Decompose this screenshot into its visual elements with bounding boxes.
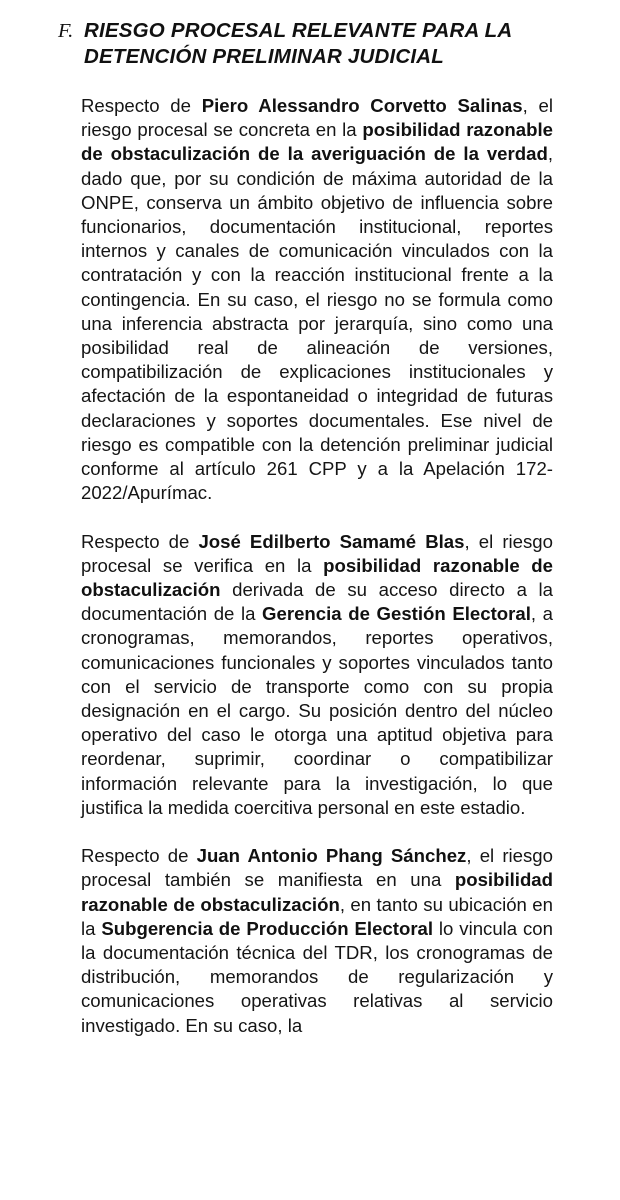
organization-name: Subgerencia de Producción Electoral (101, 917, 434, 939)
section-letter: F. (58, 20, 74, 42)
document-body (81, 94, 553, 1062)
paragraph-text: lo vincula con la documentación técnica del TDR, los cronogramas de distribución, memorandos de regularización y comunicaciones operativas relativas al servicio investigado. En su caso, la (81, 917, 553, 1036)
emphasis-text: posibilidad razonable de obstaculización de la averiguación de la verdad (81, 119, 553, 165)
paragraph-text: , a cronogramas, memorandos, reportes operativos, comunicaciones funcionales y soportes vinculados tanto con el servicio de transporte como con su propia designación en el cargo. Su posición dentro del núcleo operativo del caso le otorga una aptitud objetiva para reordenar, suprimir, coordinar o compatibilizar información relevante para la investigación, lo que justifica la medida coercitiva personal en este estadio. (81, 603, 553, 818)
person-name: José Edilberto Samamé Blas (198, 530, 465, 552)
paragraph-text: Respecto de (81, 845, 197, 867)
paragraph-corvetto (81, 94, 553, 505)
section-heading (58, 18, 578, 69)
section-heading-line-1: RIESGO PROCESAL RELEVANTE PARA LA (84, 19, 513, 42)
person-name: Juan Antonio Phang Sánchez (196, 845, 467, 867)
paragraph-text: , el riesgo procesal también se manifiesta en una (81, 845, 553, 891)
paragraph-text: derivada de su acceso directo a la documentación de la (81, 579, 553, 625)
paragraph-text: , en tanto su ubicación en la (81, 893, 553, 939)
emphasis-text: posibilidad razonable de obstaculización (81, 554, 553, 601)
emphasis-text: posibilidad razonable de obstaculización (81, 869, 553, 915)
paragraph-samame (81, 530, 553, 820)
section-heading-line-2: DETENCIÓN PRELIMINAR JUDICIAL (84, 45, 445, 68)
paragraph-text: Respecto de (81, 530, 199, 552)
paragraph-text: Respecto de (81, 95, 202, 116)
person-name: Piero Alessandro Corvetto Salinas (201, 95, 523, 116)
paragraph-phang (81, 844, 553, 1038)
paragraph-text: , dado que, por su condición de máxima autoridad de la ONPE, conserva un ámbito objetivo de influencia sobre funcionarios, documentación institucional, reportes internos y canales de comunicación vinculados con la contratación y con la reacción institucional frente a la contingencia. En su caso, el riesgo no se formula como una inferencia abstracta por jerarquía, sino como una posibilidad real de alineación de versiones, compatibilización de explicaciones institucionales y afectación de la espontaneidad o integridad de futuras declaraciones y soportes documentales. Ese nivel de riesgo es compatible con la detención preliminar judicial conforme al artículo 261 CPP y a la Apelación 172-2022/Apurímac. (81, 143, 553, 504)
organization-name: Gerencia de Gestión Electoral (262, 603, 531, 625)
paragraph-text: , el riesgo procesal se concreta en la (81, 95, 553, 141)
paragraph-text: , el riesgo procesal se verifica en la (81, 530, 553, 576)
